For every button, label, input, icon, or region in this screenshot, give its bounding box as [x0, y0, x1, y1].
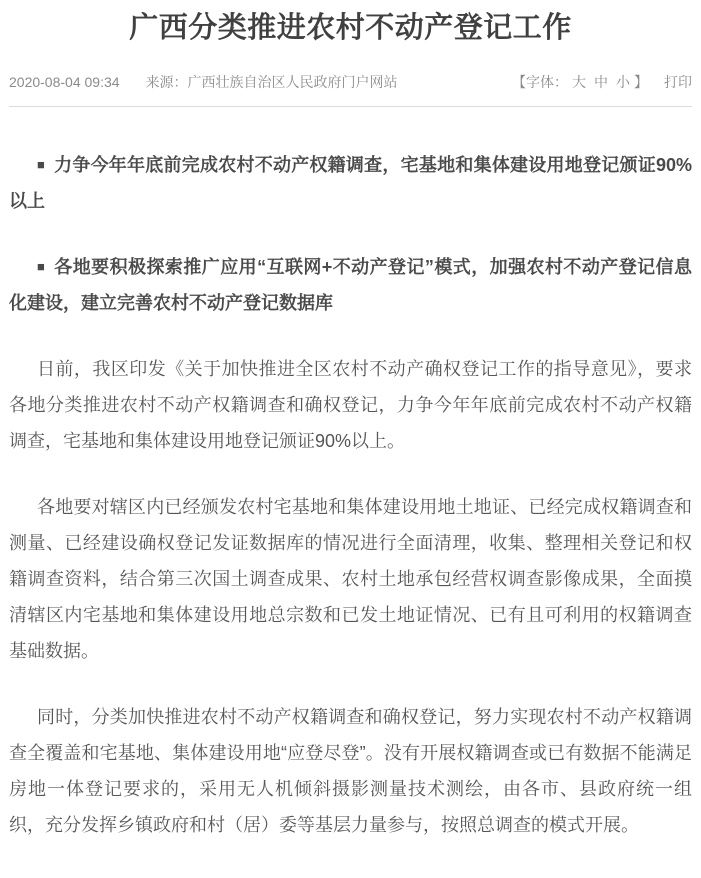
source-label: 来源： [145, 74, 188, 91]
print-button[interactable]: 打印 [664, 74, 692, 91]
summary-point [9, 147, 692, 219]
meta-left [9, 72, 398, 92]
article-content [9, 147, 692, 843]
font-control-close-bracket: 】 [634, 74, 648, 91]
font-size-medium-button[interactable]: 中 [594, 74, 608, 91]
body-paragraph: 各地要对辖区内已经颁发农村宅基地和集体建设用地土地证、已经完成权籍调查和测量、已经建设确权登记发证数据库的情况进行全面清理，收集、整理相关登记和权籍调查资料，结合第三次国土调查成果、农村土地承包经营权调查影像成果，全面摸清辖区内宅基地和集体建设用地总宗数和已发土地证情况、已有且可利用的权籍调查基础数据。 [9, 497, 692, 662]
font-control-open-bracket: 【字体： [512, 74, 568, 91]
publish-datetime: 2020-08-04 09:34 [9, 74, 120, 91]
bullet-square-icon: ■ [37, 259, 46, 275]
divider [9, 106, 692, 107]
meta-right [512, 72, 692, 92]
summary-point [9, 249, 692, 321]
summary-point-text: 各地要积极探索推广应用“互联网+不动产登记”模式，加强农村不动产登记信息化建设，建立完善农村不动产登记数据库 [9, 257, 692, 314]
font-size-large-button[interactable]: 大 [572, 74, 586, 91]
summary-point-text: 力争今年年底前完成农村不动产权籍调查，宅基地和集体建设用地登记颁证90%以上 [9, 155, 692, 212]
source-name: 广西壮族自治区人民政府门户网站 [187, 74, 398, 91]
body-paragraph: 日前，我区印发《关于加快推进全区农村不动产确权登记工作的指导意见》，要求各地分类推进农村不动产权籍调查和确权登记，力争今年年底前完成农村不动产权籍调查，宅基地和集体建设用地登记颁证90%以上。 [9, 359, 692, 452]
article-meta [9, 72, 692, 92]
font-size-small-button[interactable]: 小 [616, 74, 630, 91]
body-paragraph: 同时，分类加快推进农村不动产权籍调查和确权登记，努力实现农村不动产权籍调查全覆盖和宅基地、集体建设用地“应登尽登”。没有开展权籍调查或已有数据不能满足房地一体登记要求的，采用无人机倾斜摄影测量技术测绘，由各市、县政府统一组织，充分发挥乡镇政府和村（居）委等基层力量参与，按照总调查的模式开展。 [9, 707, 692, 836]
bullet-square-icon: ■ [37, 157, 46, 173]
article-title: 广西分类推进农村不动产登记工作 [129, 12, 572, 44]
